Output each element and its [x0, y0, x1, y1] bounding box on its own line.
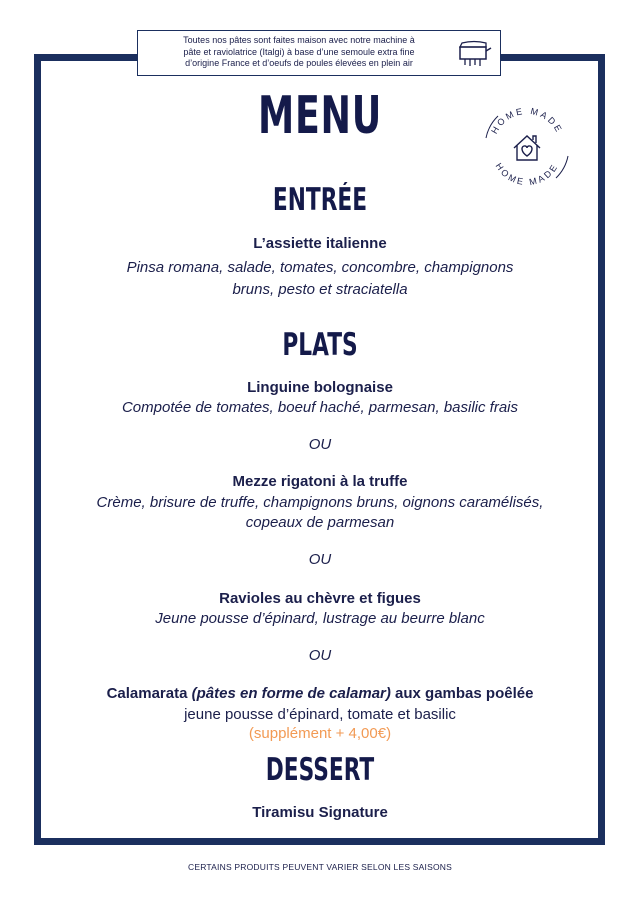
seasonal-footer-note: CERTAINS PRODUITS PEUVENT VARIER SELON LES SAISONS: [188, 862, 452, 872]
separator-ou-2: OU: [308, 551, 332, 568]
separator-ou-1: OU: [308, 436, 332, 453]
entree-dish-desc-2: bruns, pesto et straciatella: [232, 281, 408, 298]
badge-top-text: HOME MADE: [489, 105, 565, 136]
dessert-name: Tiramisu Signature: [252, 804, 388, 821]
homemade-pasta-notice: [137, 30, 501, 76]
entree-heading: ENTRÉE: [272, 182, 368, 218]
plat-4-name-c: aux gambas poêlée: [390, 685, 534, 702]
separator-ou-3: OU: [308, 647, 332, 664]
notice-line-3: d’origine France et d’oeufs de poules élevées en plein air: [185, 58, 413, 68]
plat-1-desc: Compotée de tomates, boeuf haché, parmesan, basilic frais: [121, 399, 519, 416]
plat-4-desc: jeune pousse d’épinard, tomate et basilic: [184, 706, 456, 723]
svg-text:HOME MADE: [489, 106, 565, 136]
plat-4-name-a: Calamarata: [106, 685, 192, 702]
entree-dish-desc-1: Pinsa romana, salade, tomates, concombre, champignons: [126, 259, 514, 276]
house-heart-icon: [514, 136, 540, 160]
menu-title: MENU: [258, 86, 382, 146]
notice-line-1: Toutes nos pâtes sont faites maison avec notre machine à: [183, 35, 415, 45]
plat-3-name: Ravioles au chèvre et figues: [219, 590, 421, 607]
notice-line-2: pâte et raviolatrice (Italgi) à base d’une semoule extra fine: [183, 46, 415, 57]
plat-1-name: Linguine bolognaise: [247, 379, 393, 396]
plat-2-desc-1: Crème, brisure de truffe, champignons bruns, oignons caramélisés,: [96, 494, 544, 511]
plat-4-supplement: (supplément + 4,00€): [248, 725, 392, 742]
entree-dish-name: L’assiette italienne: [253, 235, 387, 252]
plat-2-name: Mezze rigatoni à la truffe: [232, 473, 408, 490]
plat-4-name: [20, 684, 620, 704]
plat-4-name-b: (pâtes en forme de calamar): [191, 685, 391, 702]
plats-heading: PLATS: [282, 327, 358, 363]
pasta-machine-icon: [456, 39, 492, 69]
plat-2-desc-2: copeaux de parmesan: [245, 514, 395, 531]
badge-bottom-text: HOME MADE: [493, 161, 561, 188]
notice-text: [144, 35, 454, 70]
dessert-heading: DESSERT: [265, 752, 375, 788]
plat-3-desc: Jeune pousse d’épinard, lustrage au beurre blanc: [155, 610, 485, 627]
